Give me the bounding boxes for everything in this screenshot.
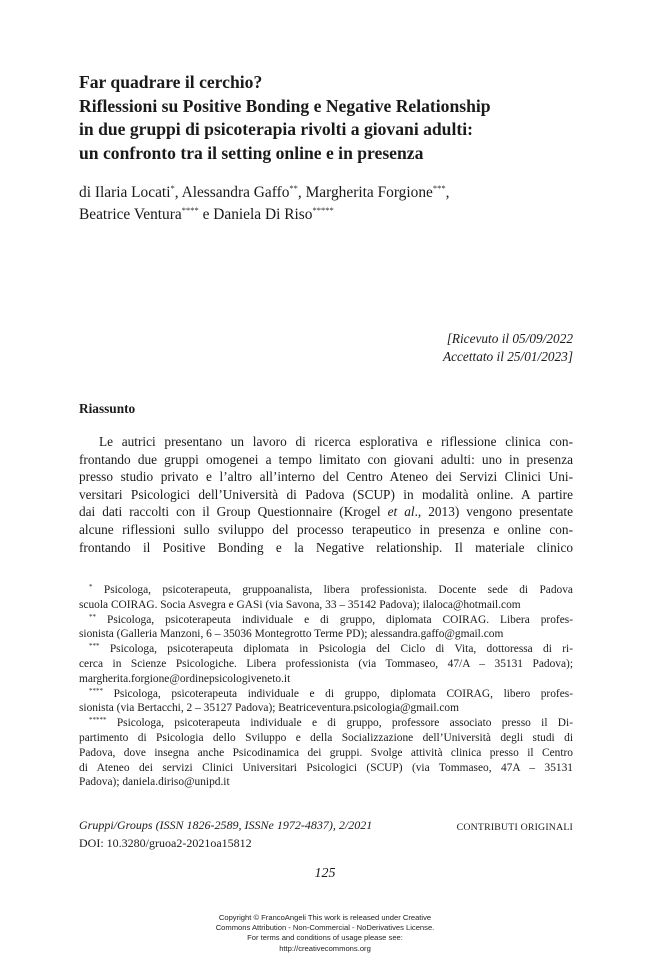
footnote-line <box>79 583 573 598</box>
license-line: Commons Attribution - Non-Commercial - NoDerivatives License. <box>215 923 435 933</box>
footnote-line: scuola COIRAG. Socia Asvegra e GASi (via Savona, 33 – 35142 Padova); ilaloca@hotmail.com <box>79 598 521 611</box>
author-name: Ilaria Locati <box>94 184 171 201</box>
footnote-mark: ***** <box>89 716 107 725</box>
footnote-line: di Ateneo dei servizi Clinici Universitari Psicologici (SCUP) (via Tommaseo, 47A – 35131 <box>79 761 573 774</box>
and-word: e <box>202 206 210 223</box>
by-word: di <box>79 184 91 201</box>
footnote-line: Padova); daniela.diriso@unipd.it <box>79 776 230 789</box>
author-line: di Ilaria Locati*, Alessandra Gaffo**, Margherita Forgione***, <box>79 183 450 201</box>
abstract-text: ., 2013) vengono presentate <box>414 504 573 520</box>
abstract-line: frontando due gruppi omogenei a tempo limitato con giovani adulti: uno in presenza <box>79 451 573 467</box>
author-name: Alessandra Gaffo <box>181 184 290 201</box>
article-title <box>79 71 579 165</box>
footnote-line: sionista (via Bertacchi, 2 – 35127 Padova); Beatriceventura.psicologia@gmail.com <box>79 702 459 715</box>
footnote-line <box>79 613 573 628</box>
footnote-mark: ***** <box>312 205 334 215</box>
footnote-line: Padova, dove insegna anche Psicodinamica dei gruppi. Svolge attività clinica presso il Centro <box>79 746 573 759</box>
license-line: For terms and conditions of usage please see: <box>247 933 403 943</box>
submission-dates <box>443 330 573 365</box>
footnote-line: cerca in Scienze Psicologiche. Libera professionista (via Tommaseo, 47/A – 35131 Padova); <box>79 657 573 670</box>
abstract-text: dai dati raccolti con il Group Questionnaire (Krogel <box>79 504 388 520</box>
footnote-mark: **** <box>89 686 103 695</box>
footnote-mark: *** <box>89 642 100 651</box>
footnote-line <box>79 642 573 657</box>
section-label: CONTRIBUTI ORIGINALI <box>456 822 573 833</box>
footnote-mark: ** <box>89 612 96 621</box>
author-name: Margherita Forgione <box>305 184 433 201</box>
title-line: in due gruppi di psicoterapia rivolti a giovani adulti: <box>79 119 473 139</box>
footnote-text: Psicologa, psicoterapeuta individuale e di gruppo, diplomata COIRAG, libero profes- <box>113 687 573 700</box>
footnote-mark: ** <box>289 183 298 193</box>
author-name: Daniela Di Riso <box>213 206 313 223</box>
journal-citation: Gruppi/Groups (ISSN 1826-2589, ISSNe 1972-4837), 2/2021 <box>79 818 373 832</box>
footnote-line: partimento di Psicologia dello Sviluppo e della Socializzazione dell’Università degli studi di <box>79 731 573 744</box>
footnote-text: Psicologa, psicoterapeuta individuale e di gruppo, diplomata COIRAG. Libera profes- <box>106 613 573 626</box>
license-notice <box>0 913 650 954</box>
title-line: Riflessioni su Positive Bonding e Negative Relationship <box>79 95 491 116</box>
abstract-line: frontando il Positive Bonding e la Negative relationship. Il materiale clinico <box>79 539 573 555</box>
author-line <box>79 204 579 226</box>
license-link[interactable]: http://creativecommons.org <box>279 943 371 953</box>
abstract-body <box>79 433 573 556</box>
footnote-line <box>79 716 573 731</box>
page-number: 125 <box>314 866 336 881</box>
journal-row <box>79 818 573 836</box>
footnote-mark: * <box>170 183 175 193</box>
footnote-mark: **** <box>181 205 199 215</box>
footnote-mark: *** <box>432 183 446 193</box>
abstract-line: versitari Psicologici dell’Università di Padova (SCUP) in modalità online. A partire <box>79 486 573 502</box>
abstract-line: alcune riflessioni sullo sviluppo del processo terapeutico in presenza e online con- <box>79 521 573 537</box>
footnote-text: Psicologa, psicoterapeuta diplomata in Psicologia del Ciclo di Vita, dottoressa di ri- <box>109 643 573 656</box>
title-line: Far quadrare il cerchio? <box>79 72 263 92</box>
footnote-mark: * <box>89 583 93 591</box>
abstract-italic: et al <box>387 504 415 520</box>
footnotes <box>79 583 573 790</box>
abstract-line <box>79 503 573 521</box>
footnote-line: margherita.forgione@ordinepsicologiveneto.it <box>79 672 291 685</box>
license-line: Copyright © FrancoAngeli This work is released under Creative <box>218 913 432 922</box>
doi: DOI: 10.3280/gruoa2-2021oa15812 <box>79 835 252 850</box>
footnote-text: Psicologa, psicoterapeuta individuale e di gruppo, professore associato presso il Di- <box>116 717 573 730</box>
accepted-date: Accettato il 25/01/2023] <box>443 348 573 364</box>
abstract-line: Le autrici presentano un lavoro di ricerca esplorativa e riflessione clinica con- <box>99 434 573 449</box>
abstract-line: presso studio privato e l’altro all’interno del Centro Ateneo dei Servizi Clinici Uni- <box>79 469 573 485</box>
received-date: [Ricevuto il 05/09/2022 <box>446 331 573 346</box>
author-name: Beatrice Ventura <box>79 206 182 223</box>
author-list <box>79 182 579 226</box>
journal-info <box>79 818 573 851</box>
footnote-line: sionista (Galleria Manzoni, 6 – 35036 Montegrotto Terme PD); alessandra.gaffo@gmail.com <box>79 628 504 641</box>
footnote-line <box>79 687 573 702</box>
footnote-text: Psicologa, psicoterapeuta, gruppoanalista, libera professionista. Docente sede di Padova <box>103 584 573 596</box>
abstract-heading: Riassunto <box>79 401 136 416</box>
title-line: un confronto tra il setting online e in presenza <box>79 142 424 163</box>
